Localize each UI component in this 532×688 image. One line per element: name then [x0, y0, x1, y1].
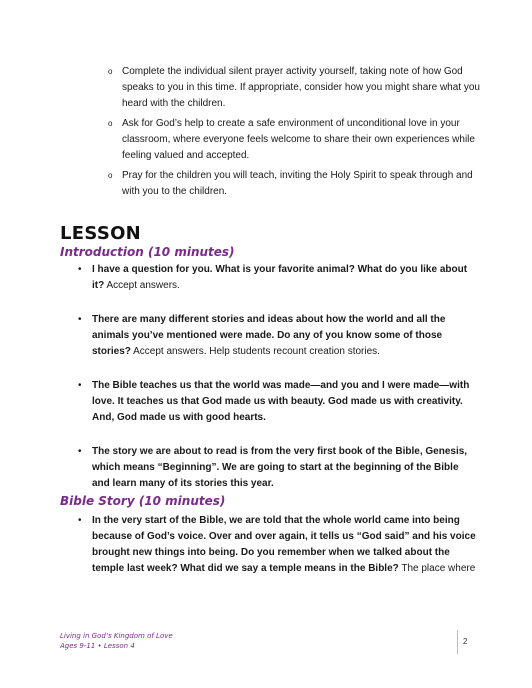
introduction-list — [78, 262, 478, 510]
list-item — [78, 513, 478, 577]
teacher-note: Accept answers. Help students recount creation stories. — [130, 346, 380, 357]
bullet-icon: • — [78, 264, 82, 275]
teacher-script: In the very start of the Bible, we are told that the whole world came into being because of God’s voice. Over and over again, it tells us “God said” and his voice brought new things into being. Do you remember when we talked about the temple last week? What did we say a temple means in the Bible? — [92, 515, 476, 574]
teacher-note: Accept answers. — [104, 280, 180, 291]
list-item-text: Pray for the children you will teach, inviting the Holy Spirit to speak through and with you to the children. — [122, 170, 473, 197]
bible-story-heading: Bible Story (10 minutes) — [60, 494, 226, 508]
footer-lesson-info: Ages 9-11 • Lesson 4 — [60, 642, 135, 650]
teacher-script: I have a question for you. What is your favorite animal? What do you like about it? — [92, 264, 468, 291]
list-item-text: Ask for God’s help to create a safe environment of unconditional love in your classroom, where everyone feels welcome to share their own experiences while feeling valued and accepted. — [122, 118, 475, 161]
footer-curriculum-title: Living in God’s Kingdom of Love — [60, 632, 173, 640]
list-item-text: Complete the individual silent prayer activity yourself, taking note of how God speaks to you in this time. If appropriate, consider how you might share what you heard with the children. — [122, 66, 480, 109]
bible-story-list — [78, 513, 478, 577]
bullet-icon: • — [78, 314, 82, 325]
bullet-icon: • — [78, 380, 82, 391]
list-item — [78, 378, 478, 426]
page-number: 2 — [463, 637, 468, 646]
lesson-heading: LESSON — [60, 223, 142, 244]
list-item — [78, 312, 478, 360]
footer-divider — [457, 630, 458, 654]
list-item — [108, 64, 480, 112]
bullet-icon: • — [78, 446, 82, 457]
introduction-heading: Introduction (10 minutes) — [60, 245, 235, 259]
teacher-script: The story we are about to read is from the very first book of the Bible, Genesis, which means “Beginning”. We are going to start at the beginning of the Bible and learn many of its stories this year. — [92, 446, 468, 489]
prep-checklist — [108, 64, 480, 204]
list-item — [78, 444, 478, 492]
circle-bullet-icon: o — [108, 67, 113, 76]
teacher-note: The place where — [398, 563, 476, 574]
bullet-icon: • — [78, 515, 82, 526]
list-item — [108, 168, 480, 200]
circle-bullet-icon: o — [108, 119, 113, 128]
list-item — [108, 116, 480, 164]
circle-bullet-icon: o — [108, 171, 113, 180]
page-footer — [60, 631, 173, 651]
list-item — [78, 262, 478, 294]
teacher-script: There are many different stories and ideas about how the world and all the animals you’ve mentioned were made. Do any of you know some of those stories? — [92, 314, 446, 357]
teacher-script: The Bible teaches us that the world was made—and you and I were made—with love. It teaches us that God made us with beauty. God made us with creativity. And, God made us with good hearts. — [92, 380, 470, 423]
